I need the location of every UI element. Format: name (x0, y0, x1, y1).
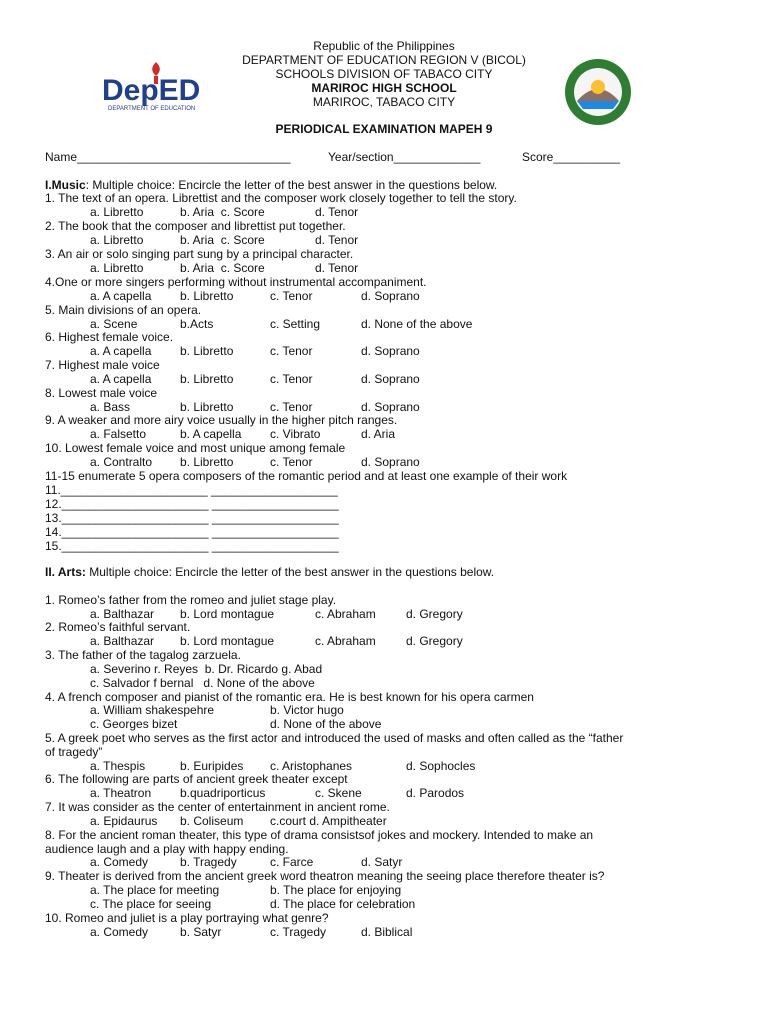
arts-question-6: 6. The following are parts of ancient greek theater except (45, 772, 348, 786)
name-field[interactable]: Name________________________________ (45, 150, 291, 164)
choice[interactable]: d. The place for celebration (270, 897, 416, 911)
choice[interactable]: b. Aria c. Score (180, 261, 265, 275)
arts-instruction: II. Arts: Multiple choice: Encircle the letter of the best answer in the questions below. (45, 565, 495, 579)
arts-question-5: 5. A greek poet who serves as the first actor and introduced the used of masks and often called as the “father (45, 731, 624, 745)
choice[interactable]: c. Georges bizet (90, 717, 178, 731)
choice[interactable]: d. Gregory (406, 634, 463, 648)
arts-question-9: 9. Theater is derived from the ancient greek word theatron meaning the seeing place therefore theater is? (45, 869, 605, 883)
answer-blank-14[interactable]: 14.______________________ ___________________ (45, 525, 339, 539)
arts-question-10: 10. Romeo and juliet is a play portraying what genre? (45, 911, 329, 925)
arts-question-8-continued: audience laugh and a play with happy ending. (45, 842, 289, 856)
letterhead (0, 39, 768, 109)
music-question-5: 5. Main divisions of an opera. (45, 303, 202, 317)
school-address: MARIROC, TABACO CITY (312, 95, 456, 109)
choice[interactable]: c. Tenor (270, 400, 313, 414)
choice[interactable]: b.quadriporticus (180, 786, 266, 800)
choice[interactable]: a. Theatron (90, 786, 152, 800)
choice[interactable]: b. Libretto (180, 400, 234, 414)
choice[interactable]: c.court d. Ampitheater (270, 814, 387, 828)
choice[interactable]: c. Aristophanes (270, 759, 353, 773)
choice[interactable]: c. Skene (315, 786, 362, 800)
choice[interactable]: d. Soprano (361, 289, 420, 303)
republic-line: Republic of the Philippines (313, 39, 455, 53)
choice[interactable]: b. Libretto (180, 289, 234, 303)
choice[interactable]: d. Soprano (361, 400, 420, 414)
choice[interactable]: a. Balthazar (90, 607, 155, 621)
choice[interactable]: c. Tenor (270, 344, 313, 358)
choice[interactable]: a. The place for meeting (90, 883, 220, 897)
choice[interactable]: a. Contralto (90, 455, 153, 469)
music-question-2: 2. The book that the composer and librettist put together. (45, 219, 346, 233)
choice[interactable]: c. The place for seeing (90, 897, 212, 911)
choice[interactable]: b. Satyr (180, 925, 222, 939)
choice[interactable]: a. A capella (90, 289, 152, 303)
choice[interactable]: a. Libretto (90, 233, 144, 247)
svg-text:DepED: DepED (102, 74, 201, 107)
choice[interactable]: b. Lord montague (180, 607, 275, 621)
choice[interactable]: b. Euripides (180, 759, 244, 773)
arts-question-4: 4. A french composer and pianist of the romantic era. He is best known for his opera carmen (45, 690, 534, 704)
choice[interactable]: c. Abraham (315, 607, 376, 621)
choice[interactable]: a. Epidaurus (90, 814, 158, 828)
choice[interactable]: b.Acts (180, 317, 214, 331)
choice[interactable]: d. Tenor (315, 261, 359, 275)
arts-question-1: 1. Romeo’s father from the romeo and juliet stage play. (45, 593, 337, 607)
choice[interactable]: a. Balthazar (90, 634, 155, 648)
enumeration-instruction: 11-15 enumerate 5 opera composers of the romantic period and at least one example of their work (45, 469, 568, 483)
choice[interactable]: c. Tragedy (270, 925, 327, 939)
choice[interactable]: d. Soprano (361, 344, 420, 358)
choice[interactable]: b. Lord montague (180, 634, 275, 648)
choice[interactable]: d. Soprano (361, 372, 420, 386)
choice[interactable]: c. Farce (270, 855, 314, 869)
choice[interactable]: c. Setting (270, 317, 321, 331)
choice[interactable]: b. Tragedy (180, 855, 237, 869)
choice[interactable]: a. Comedy (90, 855, 149, 869)
choice[interactable]: d. Parodos (406, 786, 465, 800)
music-question-3: 3. An air or solo singing part sung by a principal character. (45, 247, 354, 261)
choice[interactable]: a. Comedy (90, 925, 149, 939)
choice[interactable]: c. Vibrato (270, 427, 321, 441)
choice[interactable]: b. Libretto (180, 372, 234, 386)
choice[interactable]: c. Abraham (315, 634, 376, 648)
choice[interactable]: a. A capella (90, 344, 152, 358)
answer-blank-13[interactable]: 13.______________________ ___________________ (45, 511, 339, 525)
music-question-1: 1. The text of an opera. Librettist and the composer work closely together to tell the story. (45, 191, 517, 205)
choice[interactable]: b. A capella (180, 427, 242, 441)
score-field[interactable]: Score__________ (522, 150, 621, 164)
answer-blank-12[interactable]: 12.______________________ ___________________ (45, 497, 339, 511)
year-section-field[interactable]: Year/section_____________ (328, 150, 481, 164)
choice[interactable]: c. Salvador f bernal d. None of the above (90, 676, 315, 690)
department-line: DEPARTMENT OF EDUCATION REGION V (BICOL) (242, 53, 526, 67)
choice[interactable]: d. Biblical (361, 925, 413, 939)
choice[interactable]: b. Aria c. Score (180, 205, 265, 219)
choice[interactable]: a. Thespis (90, 759, 146, 773)
choice[interactable]: a. Libretto (90, 205, 144, 219)
choice[interactable]: b. Libretto (180, 344, 234, 358)
choice[interactable]: d. Sophocles (406, 759, 476, 773)
svg-text:DEPARTMENT OF EDUCATION: DEPARTMENT OF EDUCATION (108, 106, 196, 112)
choice[interactable]: a. Libretto (90, 261, 144, 275)
music-instruction: I.Music: Multiple choice: Encircle the letter of the best answer in the questions below. (45, 178, 498, 192)
division-line: SCHOOLS DIVISION OF TABACO CITY (275, 67, 493, 81)
choice[interactable]: b. Victor hugo (270, 703, 344, 717)
music-question-10: 10. Lowest female voice and most unique among female (45, 441, 346, 455)
choice[interactable]: b. The place for enjoying (270, 883, 402, 897)
choice[interactable]: c. Tenor (270, 455, 313, 469)
answer-blank-15[interactable]: 15.______________________ ___________________ (45, 539, 339, 553)
arts-question-2: 2. Romeo’s faithful servant. (45, 620, 191, 634)
music-question-6: 6. Highest female voice. (45, 330, 174, 344)
choice[interactable]: b. Coliseum (180, 814, 244, 828)
choice[interactable]: d. Tenor (315, 233, 359, 247)
music-heading: I.Music (45, 178, 86, 192)
answer-blank-11[interactable]: 11.______________________ ___________________ (45, 483, 338, 497)
choice[interactable]: a. Bass (90, 400, 131, 414)
choice[interactable]: c. Tenor (270, 372, 313, 386)
choice[interactable]: a. A capella (90, 372, 152, 386)
choice[interactable]: b. Aria c. Score (180, 233, 265, 247)
choice[interactable]: d. Soprano (361, 455, 420, 469)
choice[interactable]: a. William shakespehre (90, 703, 215, 717)
arts-question-7: 7. It was consider as the center of entertainment in ancient rome. (45, 800, 390, 814)
choice[interactable]: d. Gregory (406, 607, 463, 621)
music-question-9: 9. A weaker and more airy voice usually in the higher pitch ranges. (45, 413, 398, 427)
school-name: MARIROC HIGH SCHOOL (311, 81, 457, 95)
choice[interactable]: d. Satyr (361, 855, 403, 869)
choice[interactable]: b. Libretto (180, 455, 234, 469)
choice[interactable]: a. Scene (90, 317, 138, 331)
choice[interactable]: d. None of the above (361, 317, 473, 331)
choice[interactable]: a. Severino r. Reyes b. Dr. Ricardo g. Abad (90, 662, 323, 676)
music-question-8: 8. Lowest male voice (45, 386, 158, 400)
arts-question-5-continued: of tragedy” (45, 745, 103, 759)
choice[interactable]: d. Tenor (315, 205, 359, 219)
choice[interactable]: d. None of the above (270, 717, 382, 731)
exam-title: PERIODICAL EXAMINATION MAPEH 9 (275, 122, 493, 136)
arts-heading: II. Arts: (45, 565, 86, 579)
choice[interactable]: d. Aria (361, 427, 396, 441)
arts-question-8: 8. For the ancient roman theater, this type of drama consistsof jokes and mockery. Intended to make an (45, 828, 594, 842)
arts-question-3: 3. The father of the tagalog zarzuela. (45, 648, 241, 662)
choice[interactable]: c. Tenor (270, 289, 313, 303)
choice[interactable]: a. Falsetto (90, 427, 147, 441)
music-question-4: 4.One or more singers performing without instrumental accompaniment. (45, 275, 427, 289)
music-question-7: 7. Highest male voice (45, 358, 160, 372)
